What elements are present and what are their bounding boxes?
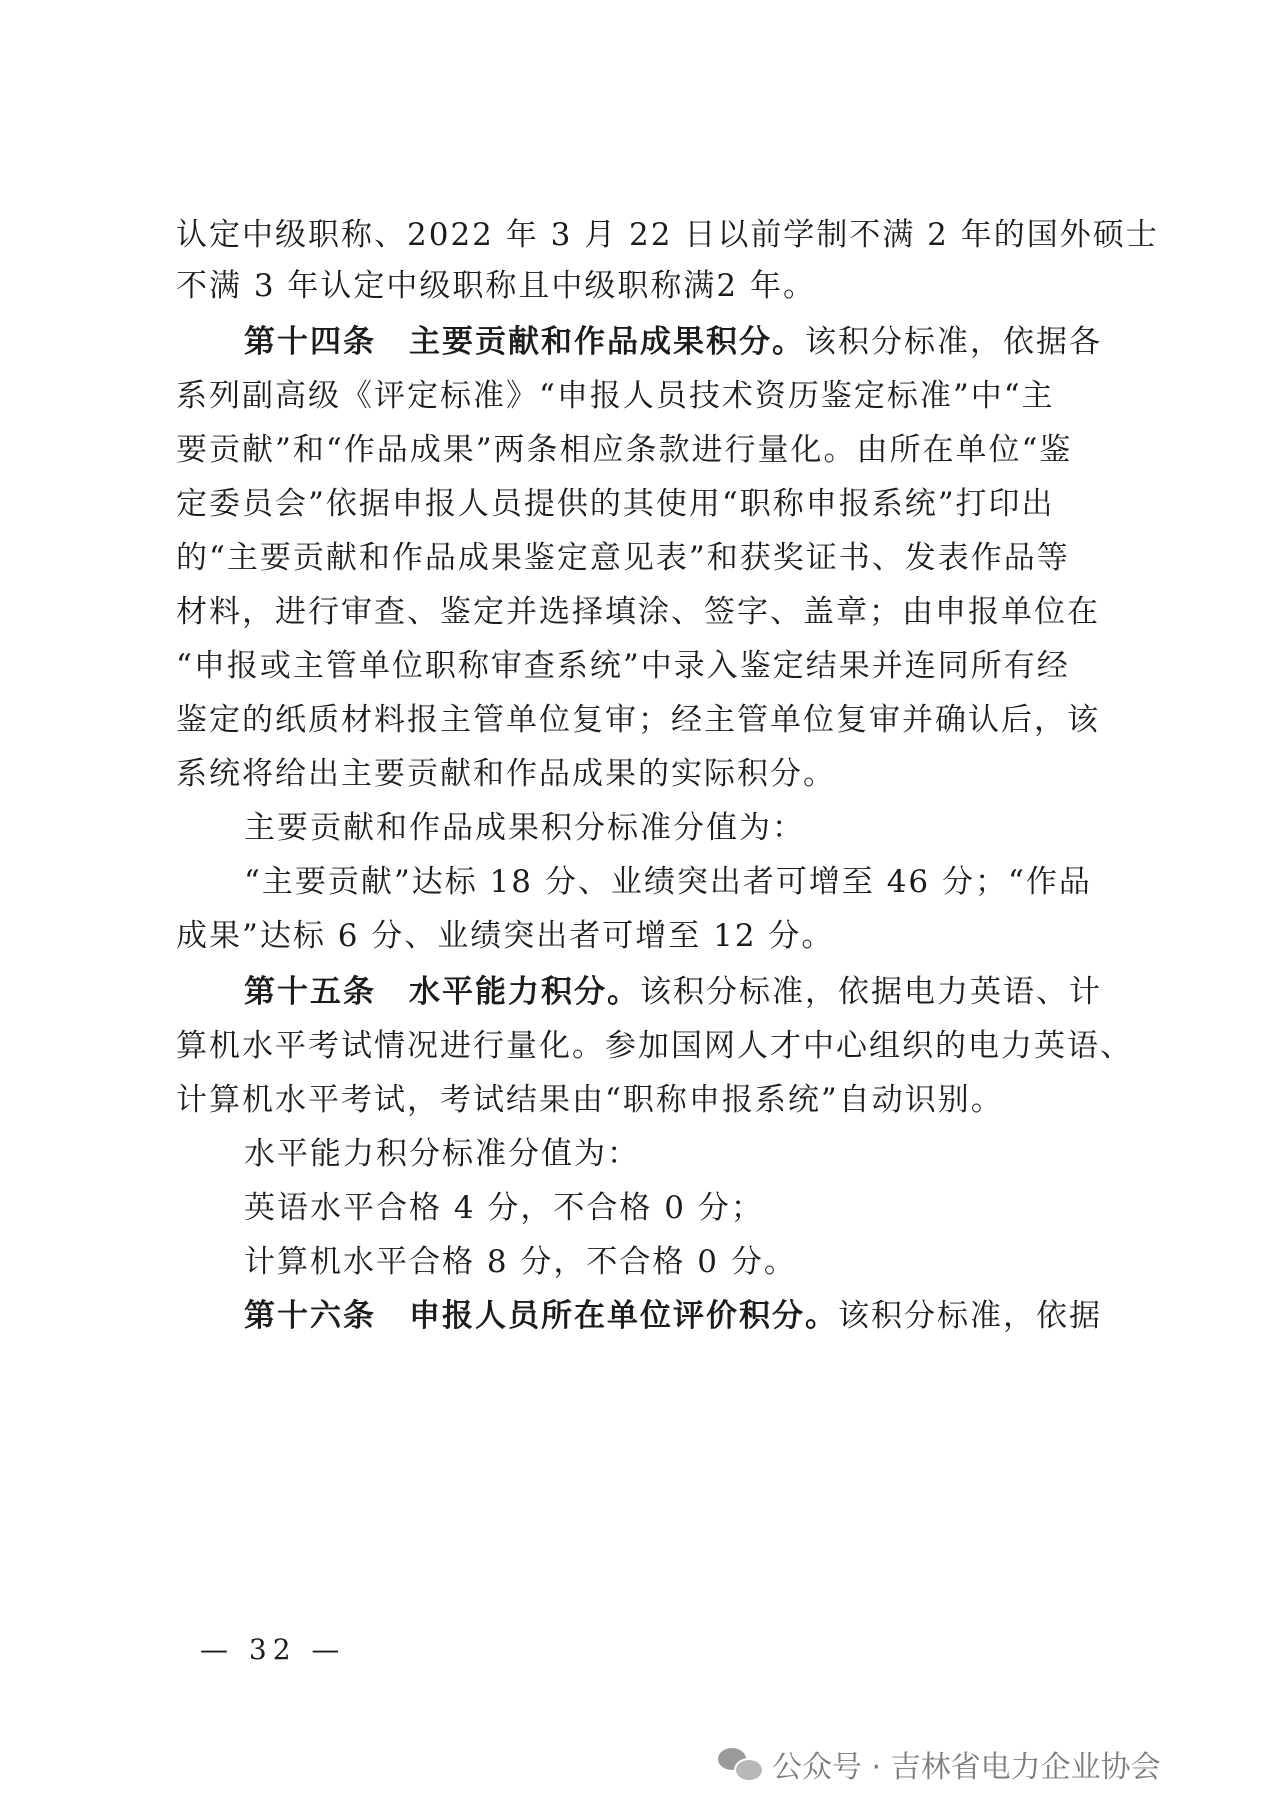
paragraph-line bbox=[244, 862, 1116, 902]
paragraph-line bbox=[176, 916, 1116, 956]
line-text: 鉴定的纸质材料报主管单位复审；经主管单位复审并确认后，该 bbox=[176, 702, 1100, 738]
paragraph-line bbox=[176, 484, 1116, 524]
line-text: 该积分标准，依据各 bbox=[805, 324, 1102, 360]
paragraph-line bbox=[176, 646, 1116, 686]
paragraph-line bbox=[176, 592, 1116, 632]
paragraph-line bbox=[176, 266, 1116, 306]
paragraph-line bbox=[176, 215, 1159, 255]
line-text: 系列副高级《评定标准》“申报人员技术资历鉴定标准”中“主 bbox=[176, 378, 1055, 414]
line-text: 该积分标准，依据 bbox=[838, 1298, 1102, 1334]
line-text: 成果”达标 6 分、业绩突出者可增至 12 分。 bbox=[176, 918, 835, 954]
line-text: 计算机水平考试，考试结果由“职称申报系统”自动识别。 bbox=[176, 1082, 1004, 1118]
line-text: “主要贡献”达标 18 分、业绩突出者可增至 46 分；“作品 bbox=[244, 864, 1092, 900]
article-heading: 第十四条 主要贡献和作品成果积分。 bbox=[244, 324, 805, 360]
article-heading: 第十六条 申报人员所在单位评价积分。 bbox=[244, 1298, 838, 1334]
article-16-heading-line bbox=[244, 1296, 1116, 1336]
paragraph-line bbox=[244, 1188, 1116, 1228]
paragraph-line bbox=[244, 808, 1116, 848]
paragraph-line bbox=[176, 1026, 1133, 1066]
paragraph-line bbox=[176, 1080, 1116, 1120]
line-text: 要贡献”和“作品成果”两条相应条款进行量化。由所在单位“鉴 bbox=[176, 432, 1073, 468]
article-15-heading-line bbox=[244, 972, 1116, 1012]
watermark bbox=[718, 1740, 1161, 1788]
line-text: 材料，进行审查、鉴定并选择填涂、签字、盖章；由申报单位在 bbox=[176, 594, 1100, 630]
article-14-heading-line bbox=[244, 322, 1116, 362]
line-text: 英语水平合格 4 分，不合格 0 分； bbox=[244, 1190, 764, 1226]
paragraph-line bbox=[176, 376, 1116, 416]
line-text: 水平能力积分标准分值为： bbox=[244, 1136, 640, 1172]
paragraph-line bbox=[244, 1134, 1116, 1174]
line-text: 认定中级职称、2022 年 3 月 22 日以前学制不满 2 年的国外硕士 bbox=[176, 217, 1159, 253]
line-text: 主要贡献和作品成果积分标准分值为： bbox=[244, 810, 805, 846]
paragraph-line bbox=[176, 700, 1116, 740]
paragraph-line bbox=[176, 538, 1116, 578]
page-number: — 32 — bbox=[200, 1633, 346, 1666]
line-text: “申报或主管单位职称审查系统”中录入鉴定结果并连同所有经 bbox=[176, 648, 1070, 684]
line-text: 算机水平考试情况进行量化。参加国网人才中心组织的电力英语、 bbox=[176, 1028, 1133, 1064]
line-text: 该积分标准，依据电力英语、计 bbox=[640, 974, 1102, 1010]
line-text: 的“主要贡献和作品成果鉴定意见表”和获奖证书、发表作品等 bbox=[176, 540, 1070, 576]
line-text: 系统将给出主要贡献和作品成果的实际积分。 bbox=[176, 756, 836, 792]
wechat-icon bbox=[718, 1746, 762, 1782]
paragraph-line bbox=[244, 1242, 1116, 1282]
article-heading: 第十五条 水平能力积分。 bbox=[244, 974, 640, 1010]
paragraph-line bbox=[176, 754, 1116, 794]
line-text: 计算机水平合格 8 分，不合格 0 分。 bbox=[244, 1244, 797, 1280]
line-text: 不满 3 年认定中级职称且中级职称满2 年。 bbox=[176, 268, 817, 304]
line-text: 定委员会”依据申报人员提供的其使用“职称申报系统”打印出 bbox=[176, 486, 1055, 522]
paragraph-line bbox=[176, 430, 1116, 470]
watermark-text: 公众号 · 吉林省电力企业协会 bbox=[772, 1750, 1161, 1785]
